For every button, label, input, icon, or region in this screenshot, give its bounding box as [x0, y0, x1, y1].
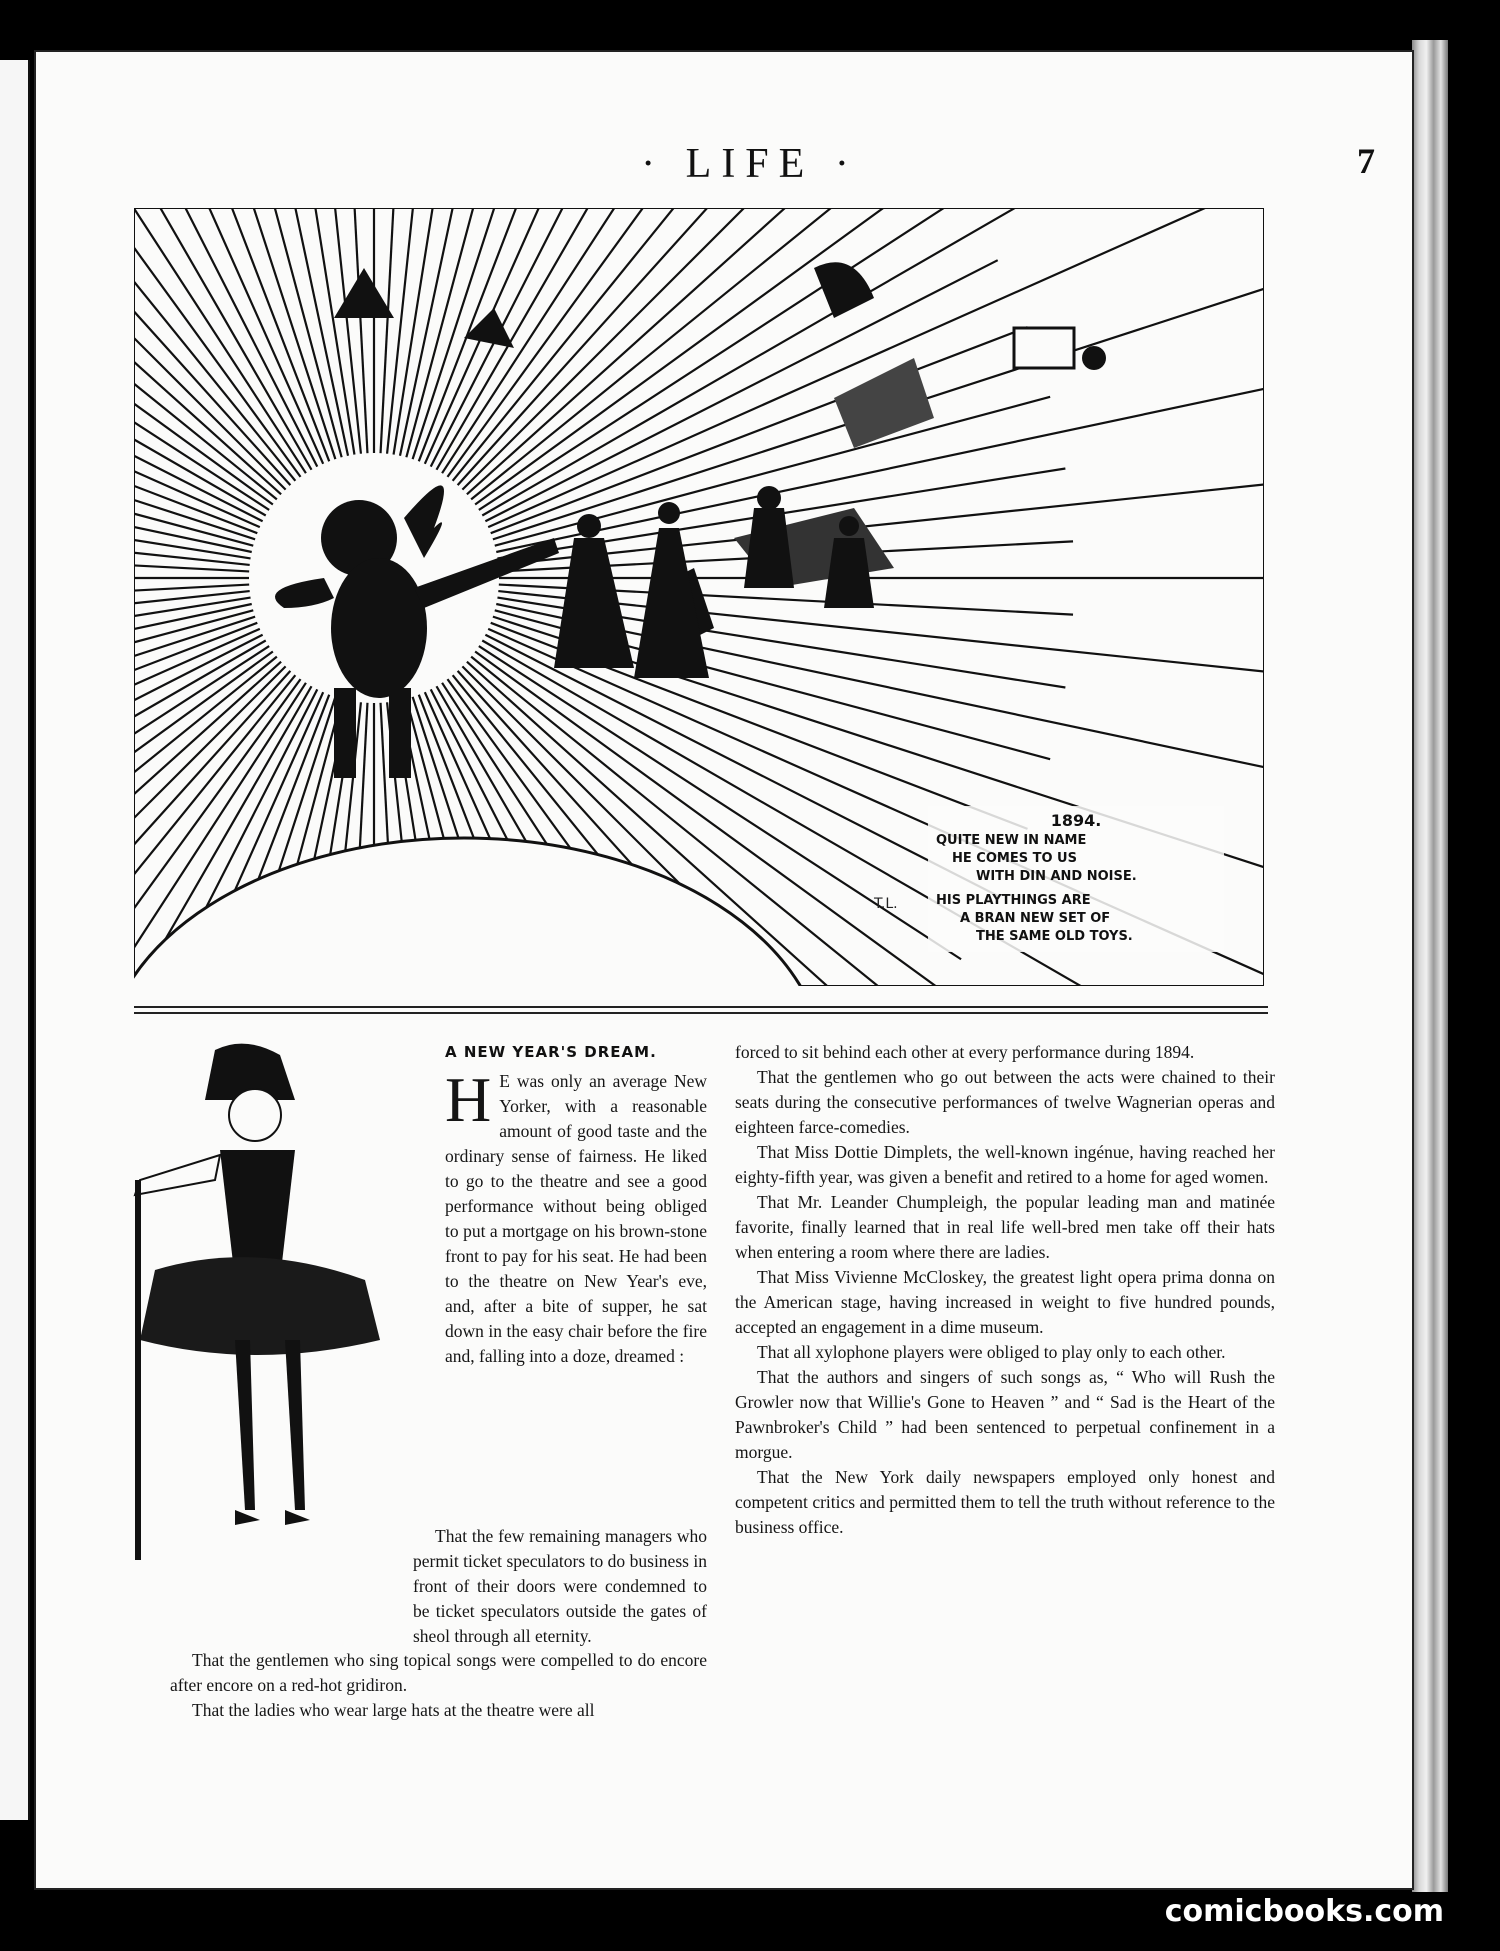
cane [135, 1180, 141, 1560]
article-column-right [735, 1040, 1275, 1540]
article-paragraph: forced to sit behind each other at every performance during 1894. [735, 1042, 1195, 1062]
caption-line: QUITE NEW IN NAME [936, 833, 1087, 848]
article-paragraph: That the ladies who wear large hats at the theatre were all [192, 1700, 595, 1720]
artist-signature: T.L. [874, 896, 898, 912]
article-column-left-bottom [170, 1648, 707, 1723]
page-number: 7 [1357, 141, 1375, 181]
drop-cap: H [445, 1064, 492, 1135]
caption-year: 1894. [1050, 811, 1102, 830]
page-stack-edge [1412, 40, 1448, 1900]
lady-face [229, 1089, 281, 1141]
divider-rule [134, 1012, 1268, 1014]
article-paragraph: That Miss Dottie Dimplets, the well-known ingénue, having reached her eighty-fifth year, was given a benefit and retired to a home for aged women. [735, 1142, 1275, 1187]
leg [235, 1340, 255, 1510]
divider-rule [134, 1006, 1268, 1008]
article-paragraph: That Mr. Leander Chumpleigh, the popular leading man and matinée favorite, finally learned that in real life well-bred men take off their hats when entering a room where there are ladies. [735, 1192, 1275, 1262]
article-paragraph: That the gentlemen who sing topical songs were compelled to do encore after encore on a red-hot gridiron. [170, 1650, 707, 1695]
article-paragraph: That Miss Vivienne McCloskey, the greatest light opera prima donna on the American stage, having increased in weight to five hundred pounds, accepted an engagement in a dime museum. [735, 1267, 1275, 1337]
lady-with-cane-illustration [95, 1040, 435, 1580]
skirt [140, 1257, 380, 1355]
caption-line: THE SAME OLD TOYS. [976, 929, 1133, 944]
article-paragraph: That the gentlemen who go out between the acts were chained to their seats during the consecutive performances of twelve Wagnerian operas and eighteen farce-comedies. [735, 1067, 1275, 1137]
article-column-left-continued [413, 1524, 707, 1649]
article-paragraph: E was only an average New Yorker, with a reasonable amount of good taste and the ordinary sense of fairness. He liked to go to the theatre and see a good performance without being obliged to put a mortgage on his brown-stone front to pay for his seat. He had been to the theatre on New Year's eve, and, after a bite of supper, he sat down in the easy chair before the fire and, falling into a doze, dreamed : [445, 1071, 707, 1366]
caption-line: WITH DIN AND NOISE. [976, 869, 1137, 884]
article-title: A NEW YEAR'S DREAM. [445, 1043, 657, 1061]
masthead: · LIFE · [641, 141, 859, 187]
caption-line: HIS PLAYTHINGS ARE [936, 893, 1091, 908]
leg [285, 1340, 305, 1510]
illustration-caption [928, 806, 1224, 952]
new-year-illustration [134, 208, 1264, 986]
article-paragraph: That the New York daily newspapers employed only honest and competent critics and permitted them to tell the truth without reference to the business office. [735, 1467, 1275, 1537]
article-paragraph: That the authors and singers of such songs as, “ Who will Rush the Growler now that Willie's Gone to Heaven ” and “ Sad is the Heart of the Pawnbroker's Child ” had been sentenced to perpetual confinement in a morgue. [735, 1367, 1275, 1462]
caption-line: HE COMES TO US [952, 851, 1077, 866]
article-paragraph: That all xylophone players were obliged to play only to each other. [757, 1342, 1226, 1362]
left-page-edge [0, 60, 30, 1820]
arm [135, 1155, 220, 1195]
article-column-left [445, 1040, 707, 1369]
site-watermark: comicbooks.com [1159, 1892, 1450, 1931]
article-paragraph: That the few remaining managers who permit ticket speculators to do business in front of their doors were condemned to be ticket speculators outside the gates of sheol through all eternity. [413, 1526, 707, 1646]
page-header [0, 140, 1500, 200]
lady-drawing [95, 1040, 435, 1580]
caption-line: A BRAN NEW SET OF [960, 911, 1111, 926]
